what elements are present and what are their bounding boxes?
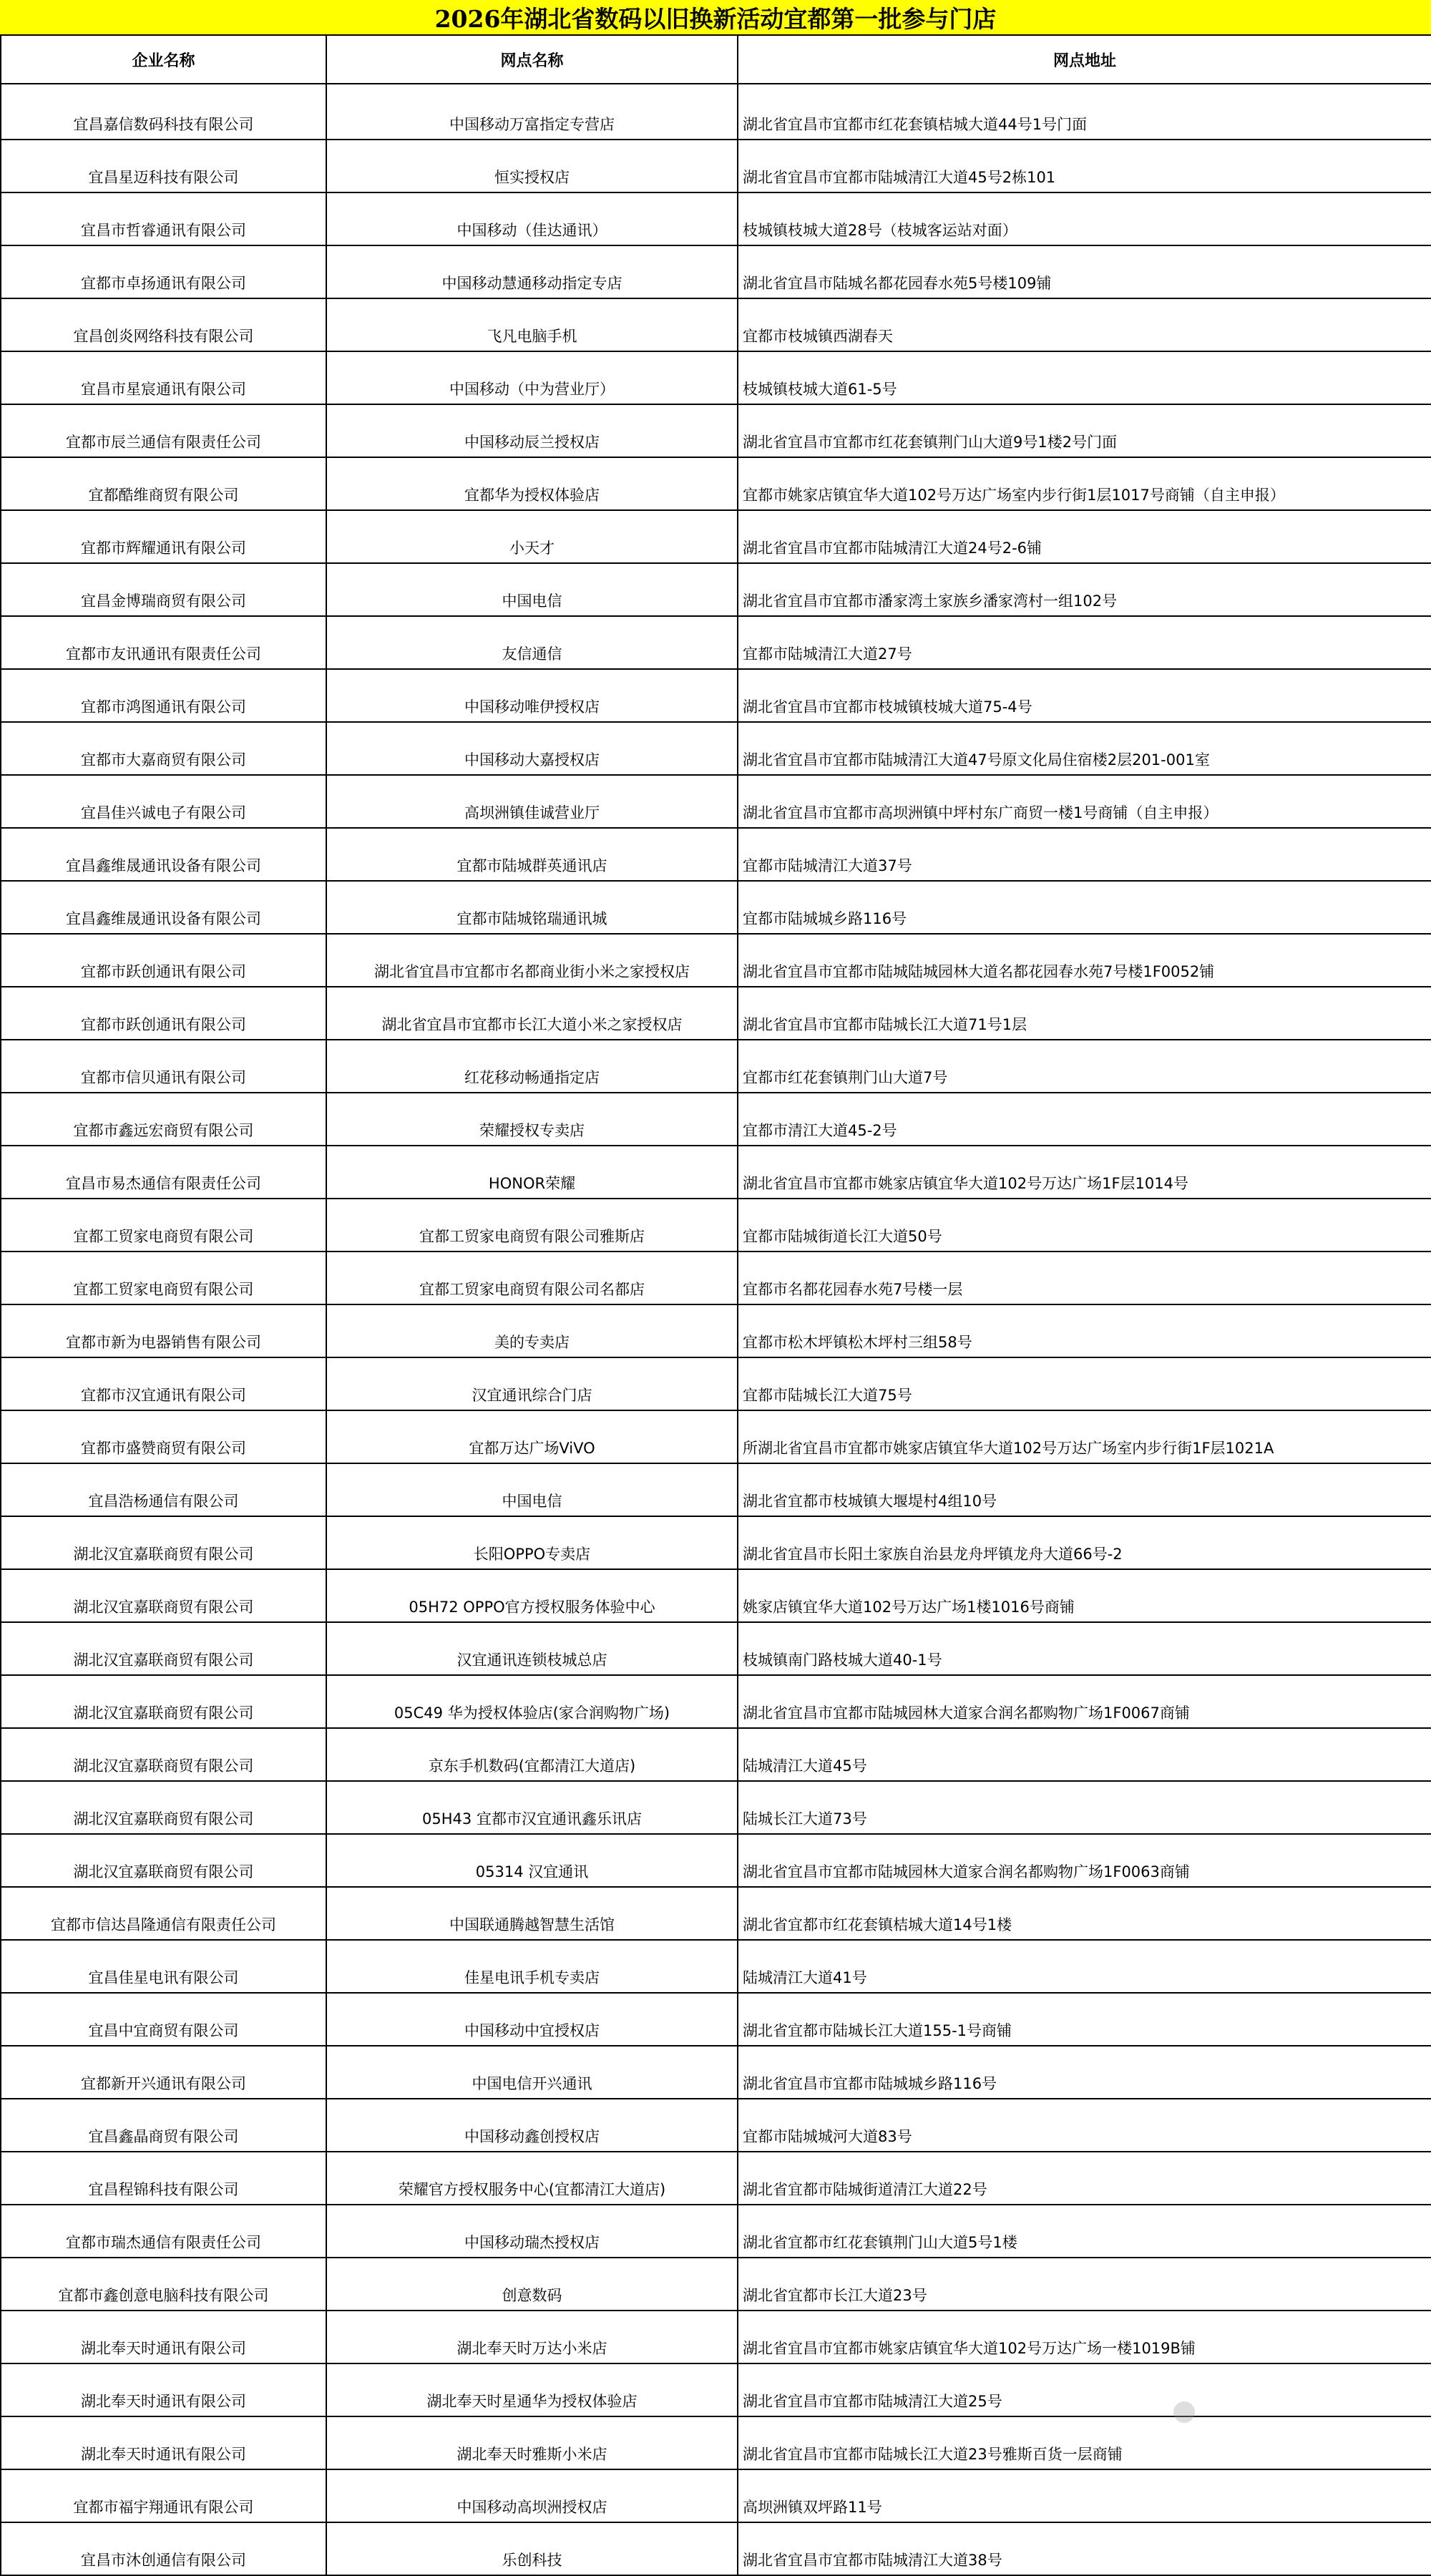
outlet-name-cell: 宜都工贸家电商贸有限公司名都店 xyxy=(326,1252,738,1304)
company-name-cell: 宜都市鑫创意电脑科技有限公司 xyxy=(1,2258,326,2311)
outlet-address-cell: 湖北省宜都市陆城街道清江大道22号 xyxy=(738,2152,1431,2205)
outlet-name-cell: 05H43 宜都市汉宜通讯鑫乐讯店 xyxy=(326,1781,738,1834)
table-row xyxy=(1,2469,1431,2522)
outlet-address-cell: 湖北省宜昌市宜都市陆城清江大道38号 xyxy=(738,2522,1431,2575)
table-row xyxy=(1,1304,1431,1357)
table-row xyxy=(1,2258,1431,2311)
outlet-name-cell: 宜都市陆城群英通讯店 xyxy=(326,828,738,881)
outlet-address-cell: 宜都市陆城长江大道75号 xyxy=(738,1357,1431,1410)
outlet-name-cell: 长阳OPPO专卖店 xyxy=(326,1516,738,1569)
company-name-cell: 宜昌市星宸通讯有限公司 xyxy=(1,351,326,404)
outlet-name-cell: 宜都市陆城铭瑞通讯城 xyxy=(326,881,738,934)
table-row xyxy=(1,2522,1431,2575)
outlet-name-cell: 中国移动高坝洲授权店 xyxy=(326,2469,738,2522)
outlet-address-cell: 宜都市陆城城河大道83号 xyxy=(738,2099,1431,2152)
outlet-address-cell: 湖北省宜昌市宜都市陆城清江大道45号2栋101 xyxy=(738,140,1431,192)
company-name-cell: 宜都市跃创通讯有限公司 xyxy=(1,987,326,1040)
table-row xyxy=(1,2046,1431,2099)
company-name-cell: 宜都市大嘉商贸有限公司 xyxy=(1,722,326,775)
outlet-name-cell: 湖北奉天时雅斯小米店 xyxy=(326,2416,738,2469)
table-row xyxy=(1,881,1431,934)
company-name-cell: 宜昌市沐创通信有限公司 xyxy=(1,2522,326,2575)
outlet-name-cell: 中国移动鑫创授权店 xyxy=(326,2099,738,2152)
outlet-address-cell: 湖北省宜昌市宜都市陆城陆城园林大道名都花园春水苑7号楼1F0052铺 xyxy=(738,934,1431,987)
header-company-name: 企业名称 xyxy=(1,35,326,84)
table-row xyxy=(1,2311,1431,2363)
outlet-name-cell: 佳星电讯手机专卖店 xyxy=(326,1940,738,1993)
table-row xyxy=(1,775,1431,828)
outlet-address-cell: 宜都市红花套镇荆门山大道7号 xyxy=(738,1040,1431,1093)
outlet-name-cell: 湖北省宜昌市宜都市名都商业街小米之家授权店 xyxy=(326,934,738,987)
outlet-name-cell: 湖北省宜昌市宜都市长江大道小米之家授权店 xyxy=(326,987,738,1040)
company-name-cell: 宜昌嘉信数码科技有限公司 xyxy=(1,84,326,140)
table-row xyxy=(1,404,1431,457)
outlet-address-cell: 姚家店镇宜华大道102号万达广场1楼1016号商铺 xyxy=(738,1569,1431,1622)
outlet-name-cell: 05314 汉宜通讯 xyxy=(326,1834,738,1887)
outlet-address-cell: 湖北省宜昌市宜都市陆城长江大道71号1层 xyxy=(738,987,1431,1040)
company-name-cell: 宜都市瑞杰通信有限责任公司 xyxy=(1,2205,326,2258)
outlet-name-cell: 汉宜通讯综合门店 xyxy=(326,1357,738,1410)
company-name-cell: 宜昌中宜商贸有限公司 xyxy=(1,1993,326,2046)
table-row xyxy=(1,934,1431,987)
table-row xyxy=(1,2099,1431,2152)
company-name-cell: 宜昌鑫维晟通讯设备有限公司 xyxy=(1,828,326,881)
outlet-name-cell: 中国移动辰兰授权店 xyxy=(326,404,738,457)
table-row xyxy=(1,1463,1431,1516)
outlet-name-cell: 京东手机数码(宜都清江大道店) xyxy=(326,1728,738,1781)
table-row xyxy=(1,1622,1431,1675)
company-name-cell: 宜昌市哲睿通讯有限公司 xyxy=(1,192,326,245)
table-row xyxy=(1,1993,1431,2046)
table-row xyxy=(1,1834,1431,1887)
table-body xyxy=(1,84,1431,2575)
company-name-cell: 湖北奉天时通讯有限公司 xyxy=(1,2416,326,2469)
company-name-cell: 湖北奉天时通讯有限公司 xyxy=(1,2363,326,2416)
company-name-cell: 宜都市盛赞商贸有限公司 xyxy=(1,1410,326,1463)
outlet-address-cell: 宜都市陆城清江大道37号 xyxy=(738,828,1431,881)
outlet-name-cell: 中国移动大嘉授权店 xyxy=(326,722,738,775)
company-name-cell: 宜昌鑫晶商贸有限公司 xyxy=(1,2099,326,2152)
outlet-address-cell: 湖北省宜都市红花套镇荆门山大道5号1楼 xyxy=(738,2205,1431,2258)
outlet-name-cell: 飞凡电脑手机 xyxy=(326,298,738,351)
outlet-name-cell: 荣耀官方授权服务中心(宜都清江大道店) xyxy=(326,2152,738,2205)
outlet-address-cell: 湖北省宜都市红花套镇桔城大道14号1楼 xyxy=(738,1887,1431,1940)
header-outlet-name: 网点名称 xyxy=(326,35,738,84)
company-name-cell: 宜昌星迈科技有限公司 xyxy=(1,140,326,192)
outlet-address-cell: 湖北省宜都市陆城长江大道155-1号商铺 xyxy=(738,1993,1431,2046)
table-row xyxy=(1,298,1431,351)
outlet-address-cell: 湖北省宜昌市宜都市陆城园林大道家合润名都购物广场1F0067商铺 xyxy=(738,1675,1431,1728)
outlet-address-cell: 湖北省宜昌市宜都市陆城清江大道24号2-6铺 xyxy=(738,510,1431,563)
watermark-logo-icon xyxy=(1173,2401,1195,2423)
table-row xyxy=(1,245,1431,298)
table-row xyxy=(1,563,1431,616)
company-name-cell: 宜都市辰兰通信有限责任公司 xyxy=(1,404,326,457)
outlet-address-cell: 陆城清江大道41号 xyxy=(738,1940,1431,1993)
outlet-address-cell: 湖北省宜昌市宜都市陆城长江大道23号雅斯百货一层商铺 xyxy=(738,2416,1431,2469)
outlet-address-cell: 湖北省宜昌市宜都市红花套镇桔城大道44号1号门面 xyxy=(738,84,1431,140)
table-row xyxy=(1,722,1431,775)
company-name-cell: 湖北汉宜嘉联商贸有限公司 xyxy=(1,1516,326,1569)
table-row xyxy=(1,1040,1431,1093)
company-name-cell: 湖北汉宜嘉联商贸有限公司 xyxy=(1,1834,326,1887)
outlet-address-cell: 湖北省宜都市长江大道23号 xyxy=(738,2258,1431,2311)
outlet-name-cell: 荣耀授权专卖店 xyxy=(326,1093,738,1146)
company-name-cell: 宜都市福宇翔通讯有限公司 xyxy=(1,2469,326,2522)
table-row xyxy=(1,987,1431,1040)
outlet-name-cell: 中国电信开兴通讯 xyxy=(326,2046,738,2099)
company-name-cell: 湖北奉天时通讯有限公司 xyxy=(1,2311,326,2363)
company-name-cell: 湖北汉宜嘉联商贸有限公司 xyxy=(1,1728,326,1781)
outlet-address-cell: 陆城清江大道45号 xyxy=(738,1728,1431,1781)
outlet-address-cell: 宜都市陆城清江大道27号 xyxy=(738,616,1431,669)
header-row xyxy=(1,35,1431,84)
outlet-name-cell: 中国联通腾越智慧生活馆 xyxy=(326,1887,738,1940)
outlet-address-cell: 湖北省宜昌市宜都市枝城镇枝城大道75-4号 xyxy=(738,669,1431,722)
table-row xyxy=(1,669,1431,722)
company-name-cell: 宜都市鸿图通讯有限公司 xyxy=(1,669,326,722)
company-name-cell: 宜昌浩杨通信有限公司 xyxy=(1,1463,326,1516)
company-name-cell: 宜昌鑫维晟通讯设备有限公司 xyxy=(1,881,326,934)
table-row xyxy=(1,1781,1431,1834)
outlet-address-cell: 湖北省宜昌市宜都市陆城园林大道家合润名都购物广场1F0063商铺 xyxy=(738,1834,1431,1887)
table-row xyxy=(1,1516,1431,1569)
company-name-cell: 宜昌程锦科技有限公司 xyxy=(1,2152,326,2205)
table-row xyxy=(1,1252,1431,1304)
table-row xyxy=(1,1675,1431,1728)
company-name-cell: 宜都酷维商贸有限公司 xyxy=(1,457,326,510)
table-row xyxy=(1,457,1431,510)
company-name-cell: 宜都工贸家电商贸有限公司 xyxy=(1,1252,326,1304)
outlet-address-cell: 湖北省宜昌市宜都市潘家湾土家族乡潘家湾村一组102号 xyxy=(738,563,1431,616)
table-row xyxy=(1,828,1431,881)
outlet-name-cell: 乐创科技 xyxy=(326,2522,738,2575)
outlet-address-cell: 湖北省宜昌市陆城名都花园春水苑5号楼109铺 xyxy=(738,245,1431,298)
outlet-address-cell: 枝城镇枝城大道61-5号 xyxy=(738,351,1431,404)
outlet-name-cell: 中国移动（佳达通讯） xyxy=(326,192,738,245)
table-row xyxy=(1,1728,1431,1781)
outlet-address-cell: 湖北省宜昌市长阳土家族自治县龙舟坪镇龙舟大道66号-2 xyxy=(738,1516,1431,1569)
company-name-cell: 宜昌佳星电讯有限公司 xyxy=(1,1940,326,1993)
outlet-address-cell: 湖北省宜昌市宜都市姚家店镇宜华大道102号万达广场1F层1014号 xyxy=(738,1146,1431,1199)
outlet-name-cell: 中国移动瑞杰授权店 xyxy=(326,2205,738,2258)
outlet-address-cell: 湖北省宜都市枝城镇大堰堤村4组10号 xyxy=(738,1463,1431,1516)
table-row xyxy=(1,2205,1431,2258)
outlet-name-cell: 美的专卖店 xyxy=(326,1304,738,1357)
table-row xyxy=(1,1357,1431,1410)
outlet-name-cell: 创意数码 xyxy=(326,2258,738,2311)
outlet-name-cell: 湖北奉天时星通华为授权体验店 xyxy=(326,2363,738,2416)
outlet-address-cell: 湖北省宜昌市宜都市姚家店镇宜华大道102号万达广场一楼1019B铺 xyxy=(738,2311,1431,2363)
outlet-address-cell: 宜都市名都花园春水苑7号楼一层 xyxy=(738,1252,1431,1304)
outlet-address-cell: 宜都市姚家店镇宜华大道102号万达广场室内步行街1层1017号商铺（自主申报） xyxy=(738,457,1431,510)
table-row xyxy=(1,1940,1431,1993)
outlet-address-cell: 湖北省宜昌市宜都市陆城清江大道47号原文化局住宿楼2层201-001室 xyxy=(738,722,1431,775)
table-row xyxy=(1,2152,1431,2205)
outlet-name-cell: 小天才 xyxy=(326,510,738,563)
outlet-name-cell: 中国移动中宜授权店 xyxy=(326,1993,738,2046)
company-name-cell: 宜都工贸家电商贸有限公司 xyxy=(1,1199,326,1252)
table-row xyxy=(1,1093,1431,1146)
table-row xyxy=(1,192,1431,245)
company-name-cell: 宜都市辉耀通讯有限公司 xyxy=(1,510,326,563)
store-table xyxy=(0,34,1431,2576)
outlet-address-cell: 湖北省宜昌市宜都市高坝洲镇中坪村东广商贸一楼1号商铺（自主申报） xyxy=(738,775,1431,828)
outlet-name-cell: 宜都工贸家电商贸有限公司雅斯店 xyxy=(326,1199,738,1252)
table-row xyxy=(1,616,1431,669)
company-name-cell: 宜昌佳兴诚电子有限公司 xyxy=(1,775,326,828)
outlet-address-cell: 宜都市枝城镇西湖春天 xyxy=(738,298,1431,351)
sheet-title: 2026年湖北省数码以旧换新活动宜都第一批参与门店 xyxy=(0,0,1431,36)
outlet-name-cell: HONOR荣耀 xyxy=(326,1146,738,1199)
company-name-cell: 宜都市友讯通讯有限责任公司 xyxy=(1,616,326,669)
outlet-address-cell: 湖北省宜昌市宜都市陆城清江大道25号 xyxy=(738,2363,1431,2416)
company-name-cell: 湖北汉宜嘉联商贸有限公司 xyxy=(1,1569,326,1622)
outlet-address-cell: 湖北省宜昌市宜都市陆城城乡路116号 xyxy=(738,2046,1431,2099)
table-row xyxy=(1,1569,1431,1622)
outlet-address-cell: 枝城镇枝城大道28号（枝城客运站对面） xyxy=(738,192,1431,245)
outlet-name-cell: 宜都华为授权体验店 xyxy=(326,457,738,510)
outlet-name-cell: 恒实授权店 xyxy=(326,140,738,192)
outlet-name-cell: 湖北奉天时万达小米店 xyxy=(326,2311,738,2363)
table-row xyxy=(1,1199,1431,1252)
table-row xyxy=(1,1146,1431,1199)
company-name-cell: 湖北汉宜嘉联商贸有限公司 xyxy=(1,1622,326,1675)
table-row xyxy=(1,351,1431,404)
company-name-cell: 宜都市新为电器销售有限公司 xyxy=(1,1304,326,1357)
company-name-cell: 宜昌创炎网络科技有限公司 xyxy=(1,298,326,351)
table-row xyxy=(1,1410,1431,1463)
company-name-cell: 宜都市卓扬通讯有限公司 xyxy=(1,245,326,298)
company-name-cell: 宜昌金博瑞商贸有限公司 xyxy=(1,563,326,616)
table-row xyxy=(1,510,1431,563)
company-name-cell: 湖北汉宜嘉联商贸有限公司 xyxy=(1,1781,326,1834)
outlet-name-cell: 红花移动畅通指定店 xyxy=(326,1040,738,1093)
header-outlet-address: 网点地址 xyxy=(738,35,1431,84)
outlet-name-cell: 宜都万达广场ViVO xyxy=(326,1410,738,1463)
outlet-name-cell: 中国移动慧通移动指定专店 xyxy=(326,245,738,298)
outlet-address-cell: 枝城镇南门路枝城大道40-1号 xyxy=(738,1622,1431,1675)
table-row xyxy=(1,1887,1431,1940)
table-row xyxy=(1,140,1431,192)
outlet-name-cell: 中国移动（中为营业厅） xyxy=(326,351,738,404)
outlet-address-cell: 高坝洲镇双坪路11号 xyxy=(738,2469,1431,2522)
outlet-name-cell: 05C49 华为授权体验店(家合润购物广场) xyxy=(326,1675,738,1728)
outlet-name-cell: 05H72 OPPO官方授权服务体验中心 xyxy=(326,1569,738,1622)
outlet-name-cell: 中国电信 xyxy=(326,563,738,616)
company-name-cell: 宜都市信达昌隆通信有限责任公司 xyxy=(1,1887,326,1940)
outlet-name-cell: 中国电信 xyxy=(326,1463,738,1516)
company-name-cell: 宜都市信贝通讯有限公司 xyxy=(1,1040,326,1093)
outlet-address-cell: 陆城长江大道73号 xyxy=(738,1781,1431,1834)
outlet-name-cell: 汉宜通讯连锁枝城总店 xyxy=(326,1622,738,1675)
outlet-address-cell: 宜都市松木坪镇松木坪村三组58号 xyxy=(738,1304,1431,1357)
watermark xyxy=(1173,2398,1388,2426)
outlet-address-cell: 宜都市陆城城乡路116号 xyxy=(738,881,1431,934)
outlet-name-cell: 中国移动万富指定专营店 xyxy=(326,84,738,140)
company-name-cell: 宜都市汉宜通讯有限公司 xyxy=(1,1357,326,1410)
outlet-name-cell: 友信通信 xyxy=(326,616,738,669)
outlet-address-cell: 宜都市陆城街道长江大道50号 xyxy=(738,1199,1431,1252)
company-name-cell: 宜都市鑫远宏商贸有限公司 xyxy=(1,1093,326,1146)
company-name-cell: 宜昌市易杰通信有限责任公司 xyxy=(1,1146,326,1199)
company-name-cell: 宜都市跃创通讯有限公司 xyxy=(1,934,326,987)
table-row xyxy=(1,84,1431,140)
company-name-cell: 湖北汉宜嘉联商贸有限公司 xyxy=(1,1675,326,1728)
outlet-address-cell: 所湖北省宜昌市宜都市姚家店镇宜华大道102号万达广场室内步行街1F层1021A xyxy=(738,1410,1431,1463)
outlet-address-cell: 湖北省宜昌市宜都市红花套镇荆门山大道9号1楼2号门面 xyxy=(738,404,1431,457)
outlet-name-cell: 高坝洲镇佳诚营业厅 xyxy=(326,775,738,828)
outlet-name-cell: 中国移动唯伊授权店 xyxy=(326,669,738,722)
outlet-address-cell: 宜都市清江大道45-2号 xyxy=(738,1093,1431,1146)
company-name-cell: 宜都新开兴通讯有限公司 xyxy=(1,2046,326,2099)
